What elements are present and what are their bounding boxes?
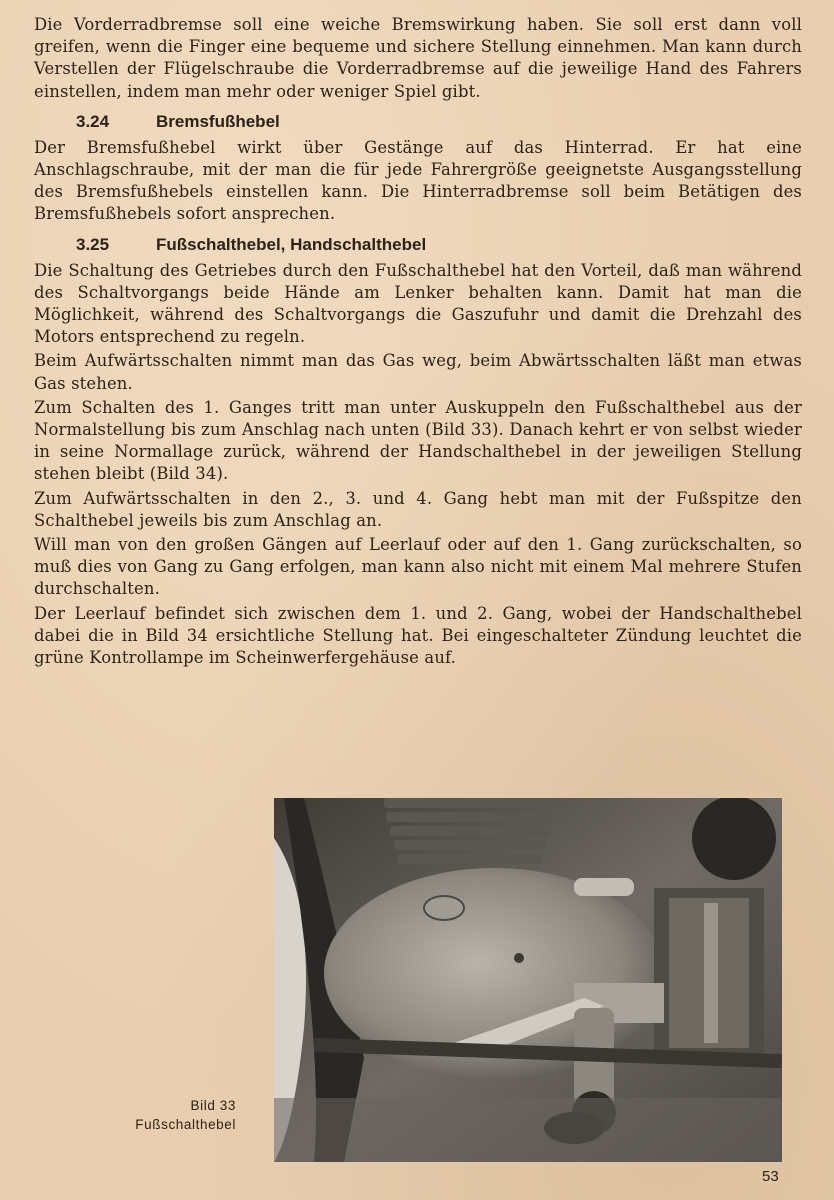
section-number: 3.24 (76, 111, 110, 131)
section-heading-3-25 (34, 234, 802, 256)
section-paragraph: Zum Schalten des 1. Ganges tritt man unter Auskuppeln den Fußschalthebel aus der Normalstellung bis zum Anschlag nach unten (Bild 33). Danach kehrt er von selbst wieder in seine Normallage zurück, während der Handschalthebel in der jeweiligen Stellung stehen bleibt (Bild 34). (34, 397, 802, 484)
section-heading-3-24 (34, 111, 802, 133)
section-paragraph: Der Leerlauf befindet sich zwischen dem 1. und 2. Gang, wobei der Handschalthebel dabei die in Bild 34 ersichtliche Stellung hat. Bei eingeschalteter Zündung leuchtet die grüne Kontrollampe im Scheinwerfergehäuse auf. (34, 603, 802, 668)
section-paragraph: Der Bremsfußhebel wirkt über Gestänge auf das Hinterrad. Er hat eine Anschlagschraube, mit der man die für jede Fahrergröße geeignetste Ausgangsstellung des Bremsfußhebels einstellen kann. Die Hinterradbremse soll beim Betätigen des Bremsfußhebels sofort ansprechen. (34, 137, 802, 224)
section-paragraph: Beim Aufwärtsschalten nimmt man das Gas weg, beim Abwärtsschalten läßt man etwas Gas stehen. (34, 351, 802, 393)
page-content (34, 14, 802, 671)
section-number: 3.25 (76, 234, 110, 254)
figure-33 (104, 796, 784, 1166)
section-paragraph: Will man von den großen Gängen auf Leerlauf oder auf den 1. Gang zurückschalten, so muß dies von Gang zu Gang erfolgen, man kann also nicht mit einem Mal mehrere Stufen durchschalten. (34, 535, 802, 599)
figure-label: Bild 33 (190, 1098, 236, 1113)
section-paragraph: Zum Aufwärtsschalten in den 2., 3. und 4. Gang hebt man mit der Fußspitze den Schalthebel jeweils bis zum Anschlag an. (34, 488, 802, 530)
intro-paragraph: Die Vorderradbremse soll eine weiche Bremswirkung haben. Sie soll erst dann voll greifen, wenn die Finger eine bequeme und sichere Stellung einnehmen. Man kann durch Verstellen der Flügelschraube die Vorderradbremse auf die jeweilige Hand des Fahrers einstellen, indem man mehr oder weniger Spiel gibt. (34, 15, 802, 101)
section-title: Bremsfußhebel (156, 111, 280, 131)
motorcycle-engine-photo (274, 798, 782, 1162)
page-number: 53 (762, 1168, 779, 1185)
section-paragraph: Die Schaltung des Getriebes durch den Fußschalthebel hat den Vorteil, daß man während des Schaltvorgangs beide Hände am Lenker behalten kann. Damit hat man die Möglichkeit, während des Schaltvorgangs die Gaszufuhr und damit die Drehzahl des Motors entsprechend zu regeln. (34, 260, 802, 347)
figure-caption-text: Fußschalthebel (135, 1117, 236, 1132)
figure-caption (104, 1096, 236, 1134)
section-title: Fußschalthebel, Handschalthebel (156, 234, 427, 254)
